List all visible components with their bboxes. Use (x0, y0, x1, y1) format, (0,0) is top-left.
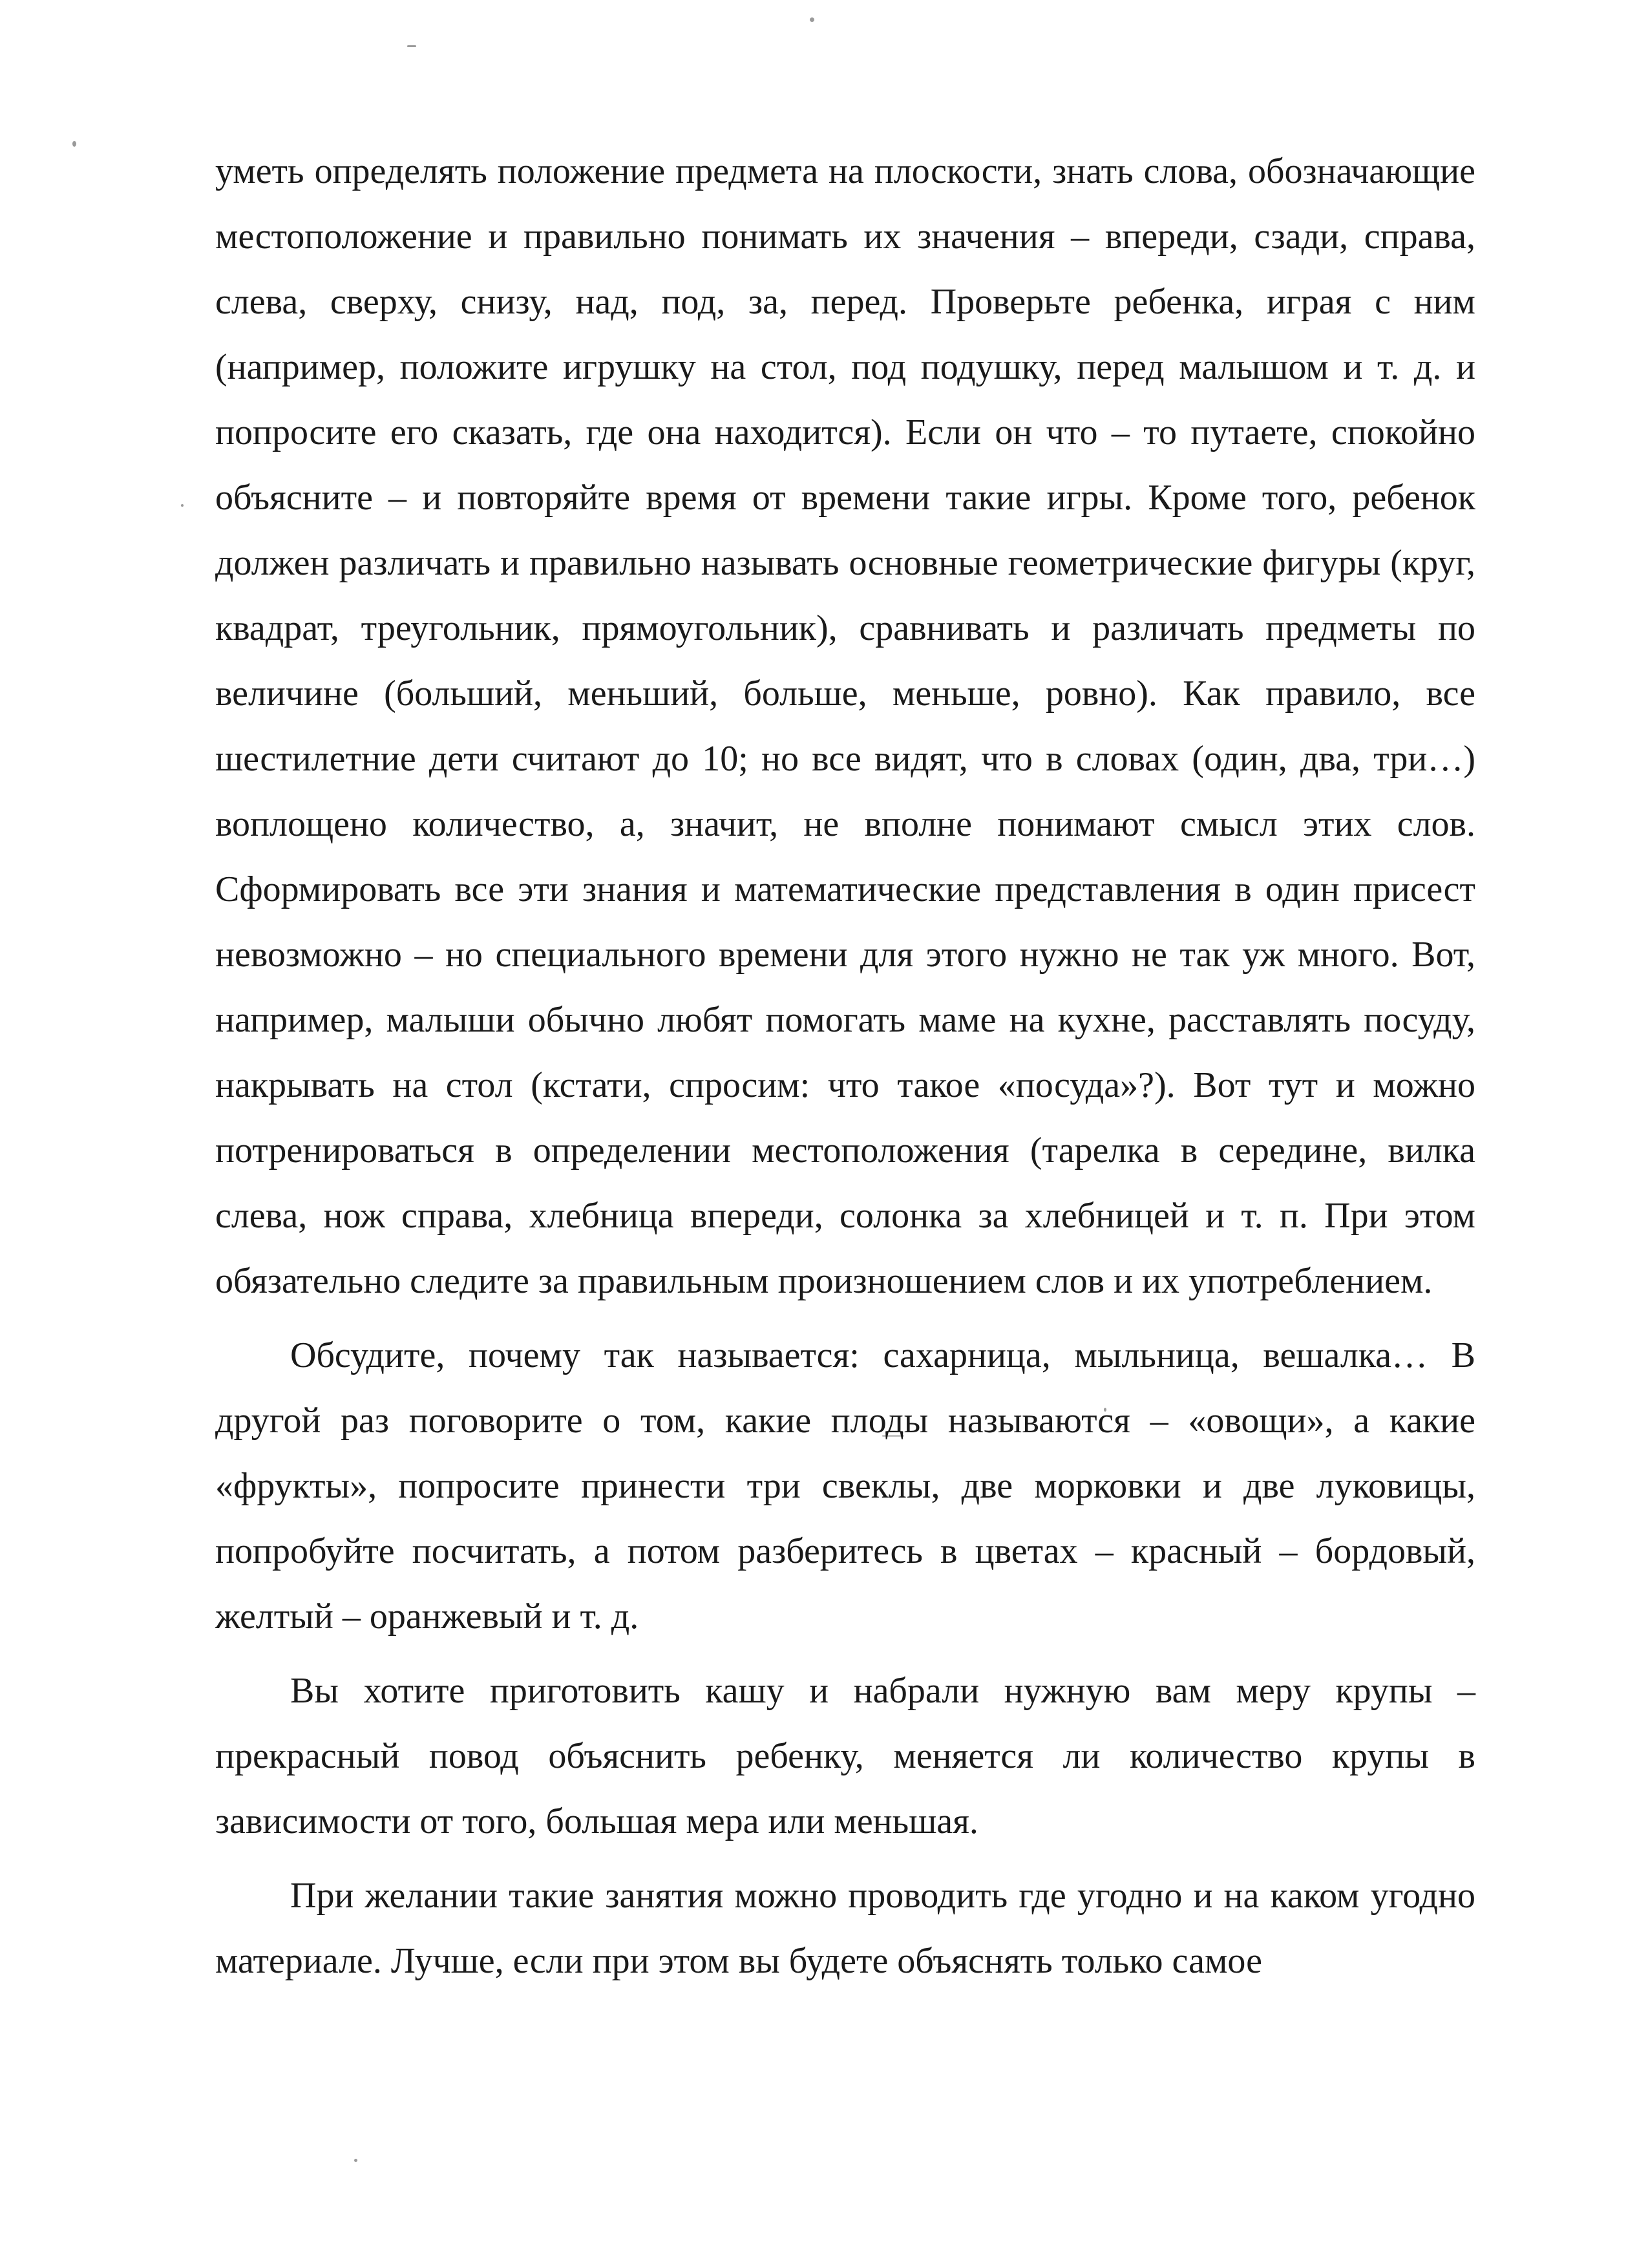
paragraph-3: Вы хотите приготовить кашу и набрали нужную вам меру крупы – прекрасный повод объяснить ребенку, меняется ли количество крупы в зависимости от того, большая мера или меньшая. (215, 1671, 1475, 1841)
paragraph-4: При желании такие занятия можно проводить где угодно и на каком угодно материале. Лучше, если при этом вы будете объяснять только самое (215, 1876, 1475, 1981)
scan-speck (354, 2159, 357, 2162)
document-page (215, 139, 1475, 1994)
scan-speck (181, 504, 184, 507)
scan-speck (810, 17, 814, 22)
paragraph-2: Обсудите, почему так называется: сахарница, мыльница, вешалка… В другой раз поговорите о том, какие плоды называются – «овощи», а какие «фрукты», попросите принести три свеклы, две морковки и две луковицы, попробуйте посчитать, а потом разберитесь в цветах – красный – бордовый, желтый – оранжевый и т. д. (215, 1335, 1475, 1637)
scan-speck (72, 141, 76, 147)
paragraph-1: уметь определять положение предмета на плоскости, знать слова, обозначающие местоположение и правильно понимать их значения – впереди, сзади, справа, слева, сверху, снизу, над, под, за, перед. Проверьте ребенка, играя с ним (например, положите игрушку на стол, под подушку, перед малышом и т. д. и попросите его сказать, где она находится). Если он что – то путаете, спокойно объясните – и повторяйте время от времени такие игры. Кроме того, ребенок должен различать и правильно называть основные геометрические фигуры (круг, квадрат, треугольник, прямоугольник), сравнивать и различать предметы по величине (больший, меньший, больше, меньше, ровно). Как правило, все шестилетние дети считают до 10; но все видят, что в словах (один, два, три…) воплощено количество, а, значит, не вполне понимают смысл этих слов. Сформировать все эти знания и математические представления в один присест невозможно – но специального времени для этого нужно не так уж много. Вот, например, малыши обычно любят помогать маме на кухне, расставлять посуду, накрывать на стол (кстати, спросим: что такое «посуда»?). Вот тут и можно потренироваться в определении местоположения (тарелка в середине, вилка слева, нож справа, хлебница впереди, солонка за хлебницей и т. п. При этом обязательно следите за правильным произношением слов и их употреблением. (215, 151, 1475, 1301)
scan-speck (407, 45, 416, 47)
